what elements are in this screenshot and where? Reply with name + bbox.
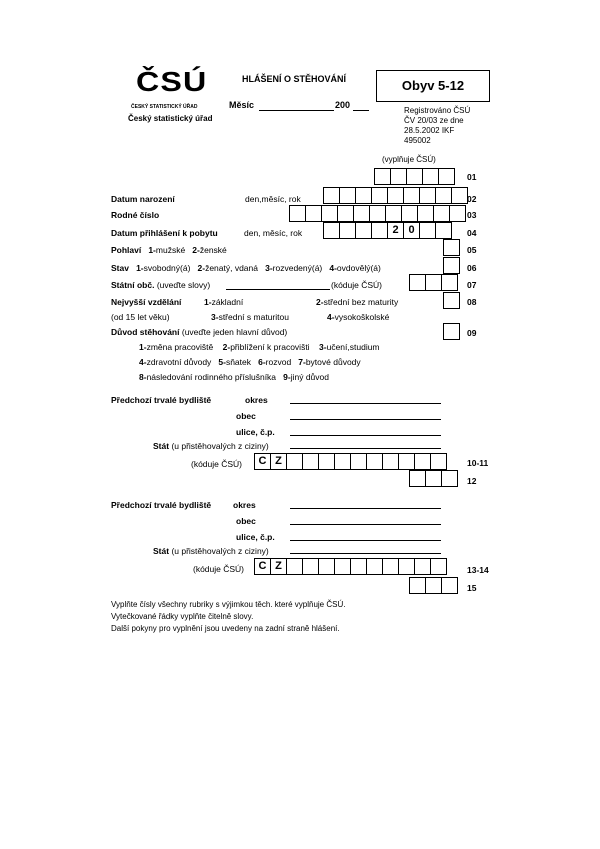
box[interactable] bbox=[286, 453, 303, 470]
reason-opt3: učení,studium bbox=[326, 342, 380, 352]
row-01-boxes[interactable] bbox=[374, 168, 455, 185]
box[interactable] bbox=[425, 274, 442, 291]
box[interactable] bbox=[382, 453, 399, 470]
box[interactable] bbox=[430, 558, 447, 575]
box[interactable] bbox=[366, 453, 383, 470]
logo-small-text: ČESKÝ STATISTICKÝ ÚŘAD bbox=[131, 104, 198, 110]
citizen-hint: (uveďte slovy) bbox=[156, 280, 211, 290]
month-label: Měsíc bbox=[229, 100, 255, 110]
marital-opt2-num: 2- bbox=[197, 263, 206, 273]
box[interactable] bbox=[321, 205, 338, 222]
reason-opt9-num: 9- bbox=[283, 372, 291, 382]
reason-opt4-num: 4- bbox=[139, 357, 147, 367]
prev1-z-box: Z bbox=[270, 453, 287, 470]
edu-opt3: střední s maturitou bbox=[218, 312, 289, 322]
box[interactable] bbox=[355, 222, 372, 239]
logo-name: Český statistický úřad bbox=[128, 114, 213, 123]
prev2-ulice-line[interactable] bbox=[290, 540, 441, 541]
box[interactable] bbox=[435, 187, 452, 204]
reason-opt5: sňatek bbox=[225, 357, 251, 367]
marital-opt3-num: 3- bbox=[265, 263, 273, 273]
citizen-label: Státní obč. bbox=[111, 280, 155, 290]
prev1-obec-line[interactable] bbox=[290, 419, 441, 420]
birth-boxes[interactable] bbox=[323, 187, 468, 204]
form-code-box bbox=[376, 70, 490, 102]
box[interactable] bbox=[441, 274, 458, 291]
prev1-stat-line[interactable] bbox=[290, 448, 441, 449]
reason-line-3 bbox=[139, 372, 329, 382]
edu-sub: (od 15 let věku) bbox=[111, 312, 170, 322]
birthno-boxes[interactable] bbox=[289, 205, 466, 222]
marital-opt3: rozvedený(á) bbox=[272, 263, 323, 273]
box[interactable] bbox=[337, 205, 354, 222]
prev1-c-box: C bbox=[254, 453, 271, 470]
reason-opt6: rozvod bbox=[265, 357, 292, 367]
box[interactable] bbox=[318, 453, 335, 470]
row-number-12: 12 bbox=[467, 476, 477, 486]
box[interactable] bbox=[409, 274, 426, 291]
prev2-label: Předchozí trvalé bydliště bbox=[111, 500, 212, 510]
marital-opt4: ovdovělý(á) bbox=[336, 263, 381, 273]
box[interactable] bbox=[382, 558, 399, 575]
marital-opt1-num: 1- bbox=[136, 263, 144, 273]
regdate-hint: den, měsíc, rok bbox=[244, 228, 303, 238]
box[interactable] bbox=[417, 205, 434, 222]
footer-line-2: Vytečkované řádky vyplňte čitelně slovy. bbox=[111, 612, 254, 621]
box[interactable] bbox=[451, 187, 468, 204]
edu-opt2-num: 2- bbox=[316, 297, 324, 307]
edu-opt3-num: 3- bbox=[211, 312, 219, 322]
prev1-label: Předchozí trvalé bydliště bbox=[111, 395, 212, 405]
box[interactable] bbox=[449, 205, 466, 222]
sex-row bbox=[111, 245, 227, 255]
prev1-obec-label: obec bbox=[236, 411, 256, 421]
sex-opt2: ženské bbox=[199, 245, 227, 255]
reason-opt1: změna pracoviště bbox=[146, 342, 214, 352]
box[interactable] bbox=[406, 168, 423, 185]
footer-line-3: Další pokyny pro vyplnění jsou uvedeny na zadní straně hlášení. bbox=[111, 624, 340, 633]
prev2-z-box: Z bbox=[270, 558, 287, 575]
box[interactable] bbox=[323, 222, 340, 239]
box[interactable] bbox=[302, 453, 319, 470]
box[interactable] bbox=[371, 187, 388, 204]
reason-opt3-num: 3- bbox=[319, 342, 327, 352]
row-number-04: 04 bbox=[467, 228, 477, 238]
reason-opt7-num: 7- bbox=[298, 357, 306, 367]
box[interactable] bbox=[302, 558, 319, 575]
form-title: HLÁŠENÍ O STĚHOVÁNÍ bbox=[242, 74, 347, 84]
box[interactable] bbox=[353, 205, 370, 222]
box[interactable] bbox=[419, 187, 436, 204]
marital-label: Stav bbox=[111, 263, 129, 273]
box[interactable] bbox=[350, 453, 367, 470]
box[interactable] bbox=[339, 222, 356, 239]
marital-opt4-num: 4- bbox=[329, 263, 337, 273]
prev1-boxes[interactable] bbox=[254, 453, 447, 470]
reason-opt2-num: 2- bbox=[222, 342, 231, 352]
month-line[interactable] bbox=[259, 110, 334, 111]
reason-hint: (uveďte jeden hlavní důvod) bbox=[181, 327, 288, 337]
reason-box[interactable] bbox=[443, 323, 460, 340]
box[interactable] bbox=[401, 205, 418, 222]
box[interactable] bbox=[414, 558, 431, 575]
box[interactable] bbox=[339, 187, 356, 204]
box[interactable] bbox=[441, 577, 458, 594]
box[interactable] bbox=[369, 205, 386, 222]
regdate-label: Datum přihlášení k pobytu bbox=[111, 228, 218, 238]
prev1-code-hint: (kóduje ČSÚ) bbox=[191, 459, 243, 469]
citizen-row bbox=[111, 280, 210, 290]
box[interactable] bbox=[433, 205, 450, 222]
reason-line-2 bbox=[139, 357, 361, 367]
prev2-stat-line[interactable] bbox=[290, 553, 441, 554]
prev2-okres-line[interactable] bbox=[290, 508, 441, 509]
reason-label: Důvod stěhování bbox=[111, 327, 180, 337]
logo-mark: ČSÚ bbox=[136, 66, 208, 97]
reason-heading bbox=[111, 327, 287, 337]
box[interactable] bbox=[441, 470, 458, 487]
box[interactable] bbox=[409, 577, 426, 594]
marital-opt1: svobodný(á) bbox=[143, 263, 191, 273]
box[interactable] bbox=[334, 558, 351, 575]
row-number-08: 08 bbox=[467, 297, 477, 307]
row-number-01: 01 bbox=[467, 172, 477, 182]
prev2-c-box: C bbox=[254, 558, 271, 575]
form-code: Obyv 5-12 bbox=[401, 78, 465, 93]
sex-opt2-num: 2- bbox=[192, 245, 200, 255]
prev1-okres-line[interactable] bbox=[290, 403, 441, 404]
reason-line-1 bbox=[139, 342, 380, 352]
marital-opt2: ženatý, vdaná bbox=[205, 263, 258, 273]
box[interactable] bbox=[438, 168, 455, 185]
box[interactable] bbox=[289, 205, 306, 222]
box[interactable] bbox=[286, 558, 303, 575]
row-number-06: 06 bbox=[467, 263, 477, 273]
edu-opt1-num: 1- bbox=[204, 297, 212, 307]
edu-opt1: základní bbox=[211, 297, 244, 307]
edu-label: Nejvyšší vzdělání bbox=[111, 297, 182, 307]
prev2-obec-line[interactable] bbox=[290, 524, 441, 525]
prev2-ulice-label: ulice, č.p. bbox=[236, 532, 275, 542]
reg-line-2: ČV 20/03 ze dne bbox=[404, 116, 464, 125]
box[interactable] bbox=[350, 558, 367, 575]
box[interactable] bbox=[374, 168, 391, 185]
prev1-stat-hint: (u přistěhovalých z ciziny) bbox=[171, 441, 269, 451]
box[interactable] bbox=[403, 187, 420, 204]
row-number-10-11: 10-11 bbox=[467, 458, 489, 468]
box[interactable] bbox=[422, 168, 439, 185]
reg-line-4: 495002 bbox=[404, 136, 431, 145]
box[interactable] bbox=[409, 470, 426, 487]
edu-opt2: střední bez maturity bbox=[323, 297, 399, 307]
box[interactable] bbox=[305, 205, 322, 222]
prev2-obec-label: obec bbox=[236, 516, 256, 526]
row-number-07: 07 bbox=[467, 280, 477, 290]
box[interactable] bbox=[355, 187, 372, 204]
citizen-boxes[interactable] bbox=[409, 274, 458, 291]
prev2-boxes-15[interactable] bbox=[409, 577, 458, 594]
edu-box[interactable] bbox=[443, 292, 460, 309]
box[interactable] bbox=[387, 187, 404, 204]
box[interactable] bbox=[414, 453, 431, 470]
edu-opt4-num: 4- bbox=[327, 312, 335, 322]
prev2-stat-hint: (u přistěhovalých z ciziny) bbox=[171, 546, 269, 556]
row-number-05: 05 bbox=[467, 245, 477, 255]
sex-box[interactable] bbox=[443, 239, 460, 256]
box[interactable] bbox=[430, 453, 447, 470]
reason-opt8: následování rodinného příslušníka bbox=[146, 372, 277, 382]
prev1-stat-label: Stát bbox=[153, 441, 170, 451]
sex-opt1-num: 1- bbox=[148, 245, 156, 255]
reason-opt8-num: 8- bbox=[139, 372, 147, 382]
reg-line-1: Registrováno ČSÚ bbox=[404, 106, 471, 115]
reason-opt9: jiný důvod bbox=[290, 372, 329, 382]
box[interactable] bbox=[419, 222, 436, 239]
prev1-ulice-line[interactable] bbox=[290, 435, 441, 436]
box[interactable] bbox=[390, 168, 407, 185]
edu-opt4: vysokoškolské bbox=[334, 312, 390, 322]
citizen-line[interactable] bbox=[226, 289, 330, 290]
reason-opt5-num: 5- bbox=[218, 357, 226, 367]
birth-hint: den,měsíc, rok bbox=[245, 194, 301, 204]
citizen-code-hint: (kóduje ČSÚ) bbox=[331, 280, 383, 290]
reason-opt7: bytové důvody bbox=[305, 357, 361, 367]
box[interactable] bbox=[398, 453, 415, 470]
box[interactable] bbox=[385, 205, 402, 222]
box[interactable] bbox=[398, 558, 415, 575]
regdate-boxes[interactable] bbox=[323, 222, 452, 239]
row-number-03: 03 bbox=[467, 210, 477, 220]
year-digit-1: 2 bbox=[387, 222, 404, 239]
birthno-label: Rodné číslo bbox=[111, 210, 160, 220]
sex-label: Pohlaví bbox=[111, 245, 142, 255]
row-number-13-14: 13-14 bbox=[467, 565, 489, 575]
csu-fill-label: (vyplňuje ČSÚ) bbox=[382, 155, 436, 164]
prev1-boxes-12[interactable] bbox=[409, 470, 458, 487]
box[interactable] bbox=[425, 470, 442, 487]
box[interactable] bbox=[323, 187, 340, 204]
prev2-okres-label: okres bbox=[233, 500, 256, 510]
box[interactable] bbox=[334, 453, 351, 470]
reason-opt2: přiblížení k pracovišti bbox=[230, 342, 310, 352]
year-digit-2: 0 bbox=[403, 222, 420, 239]
birth-label: Datum narození bbox=[111, 194, 175, 204]
box[interactable] bbox=[425, 577, 442, 594]
prev1-ulice-label: ulice, č.p. bbox=[236, 427, 275, 437]
reason-opt6-num: 6- bbox=[258, 357, 266, 367]
sex-opt1: mužské bbox=[155, 245, 186, 255]
prev2-stat-label: Stát bbox=[153, 546, 170, 556]
year-line[interactable] bbox=[353, 110, 369, 111]
reason-opt1-num: 1- bbox=[139, 342, 147, 352]
box[interactable] bbox=[371, 222, 388, 239]
reason-opt4: zdravotní důvody bbox=[146, 357, 212, 367]
marital-row bbox=[111, 263, 381, 273]
box[interactable] bbox=[366, 558, 383, 575]
box[interactable] bbox=[318, 558, 335, 575]
reg-line-3: 28.5.2002 IKF bbox=[404, 126, 455, 135]
year-prefix: 200 bbox=[335, 100, 351, 110]
row-number-02: 02 bbox=[467, 194, 477, 204]
marital-box[interactable] bbox=[443, 257, 460, 274]
prev2-boxes[interactable] bbox=[254, 558, 447, 575]
footer-line-1: Vyplňte čísly všechny rubriky s výjimkou těch. které vyplňuje ČSÚ. bbox=[111, 600, 346, 609]
prev2-code-hint: (kóduje ČSÚ) bbox=[193, 564, 245, 574]
row-number-09: 09 bbox=[467, 328, 477, 338]
prev1-okres-label: okres bbox=[245, 395, 268, 405]
box[interactable] bbox=[435, 222, 452, 239]
row-number-15: 15 bbox=[467, 583, 477, 593]
